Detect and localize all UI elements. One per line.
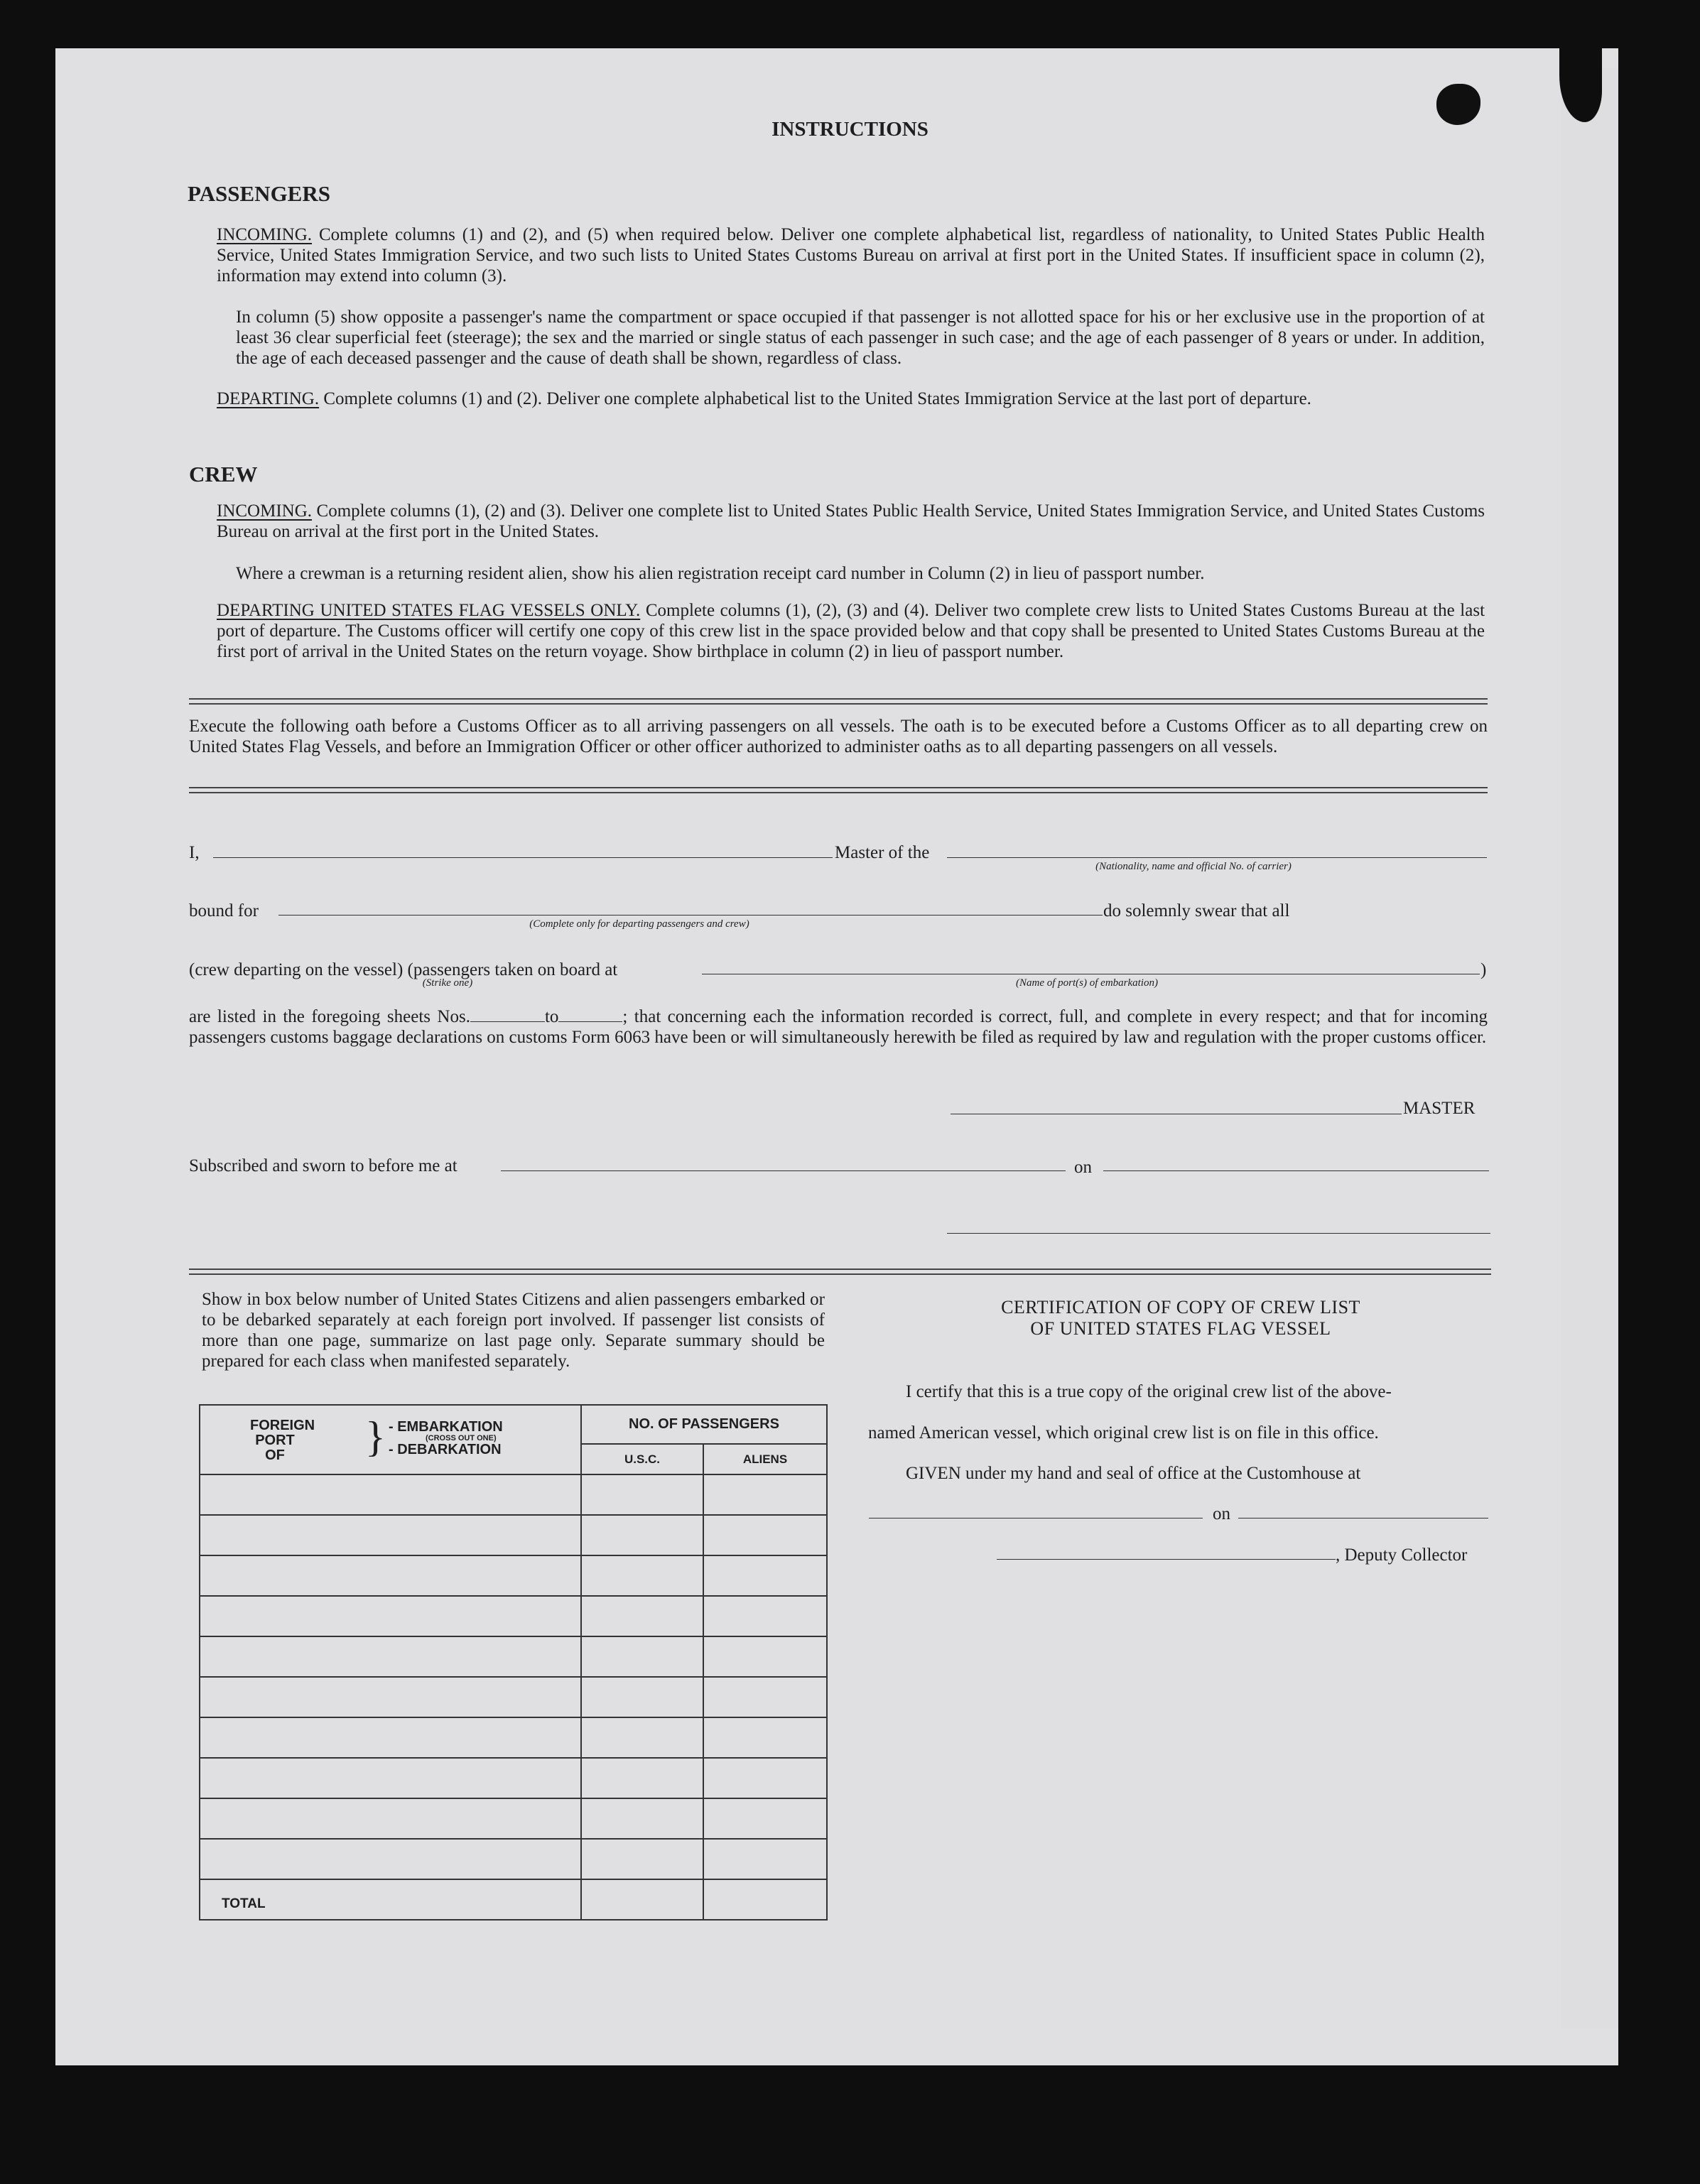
subscribed-on-label: on bbox=[1074, 1158, 1092, 1177]
table-row bbox=[200, 1474, 827, 1515]
table-row bbox=[200, 1839, 827, 1879]
aliens-cell[interactable] bbox=[703, 1555, 827, 1596]
port-cell[interactable] bbox=[200, 1677, 581, 1717]
subscribed-date-field[interactable] bbox=[1103, 1170, 1489, 1171]
port-cell[interactable] bbox=[200, 1636, 581, 1677]
crew-incoming bbox=[217, 501, 1485, 542]
officer-signature-field[interactable] bbox=[947, 1233, 1490, 1234]
certification-heading-1: CERTIFICATION OF COPY OF CREW LIST bbox=[1001, 1297, 1360, 1318]
passengers-incoming bbox=[217, 224, 1485, 286]
certification-on-label: on bbox=[1213, 1504, 1230, 1523]
port-cell[interactable] bbox=[200, 1474, 581, 1515]
crew-departing-text: Complete columns (1), (2), (3) and (4). Deliver two complete crew lists to United States Customs Bureau at the last port of departure. The Customs officer will certify one copy of this crew list in the space provided below and that copy shall be presented to United States Customs Bureau at the first port of arrival in the United States on the return voyage. Show birthplace in column (2) in lieu of passport number. bbox=[217, 601, 1485, 661]
total-label-cell bbox=[200, 1879, 581, 1920]
crew-passengers-label: (crew departing on the vessel) (passengers taken on board at bbox=[189, 960, 618, 979]
col1-foreign: FOREIGN bbox=[250, 1418, 315, 1433]
usc-cell[interactable] bbox=[581, 1717, 703, 1758]
strike-hint: (Strike one) bbox=[422, 977, 473, 989]
subscribed-label: Subscribed and sworn to before me at bbox=[189, 1156, 458, 1175]
usc-cell[interactable] bbox=[581, 1515, 703, 1555]
port-cell[interactable] bbox=[200, 1758, 581, 1798]
total-row bbox=[200, 1879, 827, 1920]
no-passengers-header: NO. OF PASSENGERS bbox=[581, 1405, 827, 1444]
cross-out-hint: (CROSS OUT ONE) bbox=[426, 1434, 497, 1443]
master-of-the-label: Master of the bbox=[835, 843, 930, 862]
crew-resident-text: Where a crewman is a returning resident alien, show his alien registration receipt card number in Column (2) in lieu of passport number. bbox=[236, 564, 1205, 583]
certification-date-field[interactable] bbox=[1238, 1518, 1488, 1519]
port-header-cell bbox=[200, 1405, 581, 1474]
double-rule bbox=[189, 1268, 1491, 1275]
listed-part-a: are listed in the foregoing sheets Nos. bbox=[189, 1007, 470, 1026]
certify-line-1: I certify that this is a true copy of the original crew list of the above- bbox=[906, 1382, 1392, 1401]
certification-heading bbox=[868, 1297, 1493, 1340]
usc-cell[interactable] bbox=[581, 1555, 703, 1596]
bound-for-hint: (Complete only for departing passengers and crew) bbox=[529, 918, 749, 930]
brace-symbol: } bbox=[365, 1413, 386, 1460]
crew-incoming-text: Complete columns (1), (2) and (3). Deliver one complete list to United States Public Health Service, United States Immigration Service, and United States Customs Bureau on arrival at the first port in the United States. bbox=[217, 501, 1485, 541]
oath-i-label: I, bbox=[189, 843, 200, 862]
page-edge bbox=[1561, 68, 1618, 2028]
master-label: MASTER bbox=[1403, 1099, 1476, 1118]
oath-instruction: Execute the following oath before a Customs Officer as to all arriving passengers on all vessels. The oath is to be executed before a Customs Officer as to all departing crew on United States Flag Vessels, and before an Immigration Officer or other officer authorized to administer oaths as to all departing passengers on all vessels. bbox=[189, 717, 1488, 756]
summary-instruction: Show in box below number of United States Citizens and alien passengers embarked or to be debarked separately at each foreign port involved. If passenger list consists of more than one page, summarize on last page only. Separate summary should be prepared for each class when manifested separately. bbox=[202, 1290, 825, 1371]
ports-hint: (Name of port(s) of embarkation) bbox=[1016, 977, 1158, 989]
usc-cell[interactable] bbox=[581, 1798, 703, 1839]
page-title: INSTRUCTIONS bbox=[772, 118, 928, 141]
master-name-field[interactable] bbox=[213, 857, 833, 858]
total-label: TOTAL bbox=[222, 1896, 266, 1911]
carrier-hint: (Nationality, name and official No. of carrier) bbox=[1095, 861, 1292, 872]
aliens-cell[interactable] bbox=[703, 1636, 827, 1677]
table-row bbox=[200, 1636, 827, 1677]
listed-to: to bbox=[544, 1007, 559, 1026]
crew-departing bbox=[217, 600, 1485, 662]
port-cell[interactable] bbox=[200, 1798, 581, 1839]
port-cell[interactable] bbox=[200, 1839, 581, 1879]
passengers-departing bbox=[217, 389, 1485, 409]
aliens-header: ALIENS bbox=[703, 1444, 827, 1474]
carrier-field[interactable] bbox=[947, 857, 1487, 858]
table-row bbox=[200, 1798, 827, 1839]
bound-for-field[interactable] bbox=[278, 915, 1103, 916]
crew-heading: CREW bbox=[189, 462, 258, 487]
aliens-cell[interactable] bbox=[703, 1839, 827, 1879]
usc-header: U.S.C. bbox=[581, 1444, 703, 1474]
table-row bbox=[200, 1677, 827, 1717]
aliens-cell[interactable] bbox=[703, 1758, 827, 1798]
embarkation-label: - EMBARKATION bbox=[389, 1419, 503, 1435]
total-aliens-cell[interactable] bbox=[703, 1879, 827, 1920]
usc-cell[interactable] bbox=[581, 1677, 703, 1717]
double-rule bbox=[189, 787, 1488, 793]
usc-cell[interactable] bbox=[581, 1758, 703, 1798]
aliens-cell[interactable] bbox=[703, 1596, 827, 1636]
passengers-incoming-label: INCOMING. bbox=[217, 225, 313, 244]
sheet-from-field[interactable] bbox=[470, 1007, 545, 1022]
bound-for-label: bound for bbox=[189, 901, 259, 920]
sheet-to-field[interactable] bbox=[558, 1007, 622, 1022]
deputy-collector-label: , Deputy Collector bbox=[1336, 1545, 1468, 1565]
deputy-signature-field[interactable] bbox=[997, 1559, 1336, 1560]
crew-incoming-label: INCOMING. bbox=[217, 501, 313, 521]
port-cell[interactable] bbox=[200, 1555, 581, 1596]
usc-cell[interactable] bbox=[581, 1596, 703, 1636]
col1-port: PORT bbox=[255, 1433, 295, 1448]
aliens-cell[interactable] bbox=[703, 1677, 827, 1717]
table-row bbox=[200, 1515, 827, 1555]
port-cell[interactable] bbox=[200, 1515, 581, 1555]
passengers-heading: PASSENGERS bbox=[188, 181, 330, 206]
usc-cell[interactable] bbox=[581, 1474, 703, 1515]
aliens-cell[interactable] bbox=[703, 1474, 827, 1515]
listed-paragraph bbox=[189, 1006, 1488, 1048]
total-usc-cell[interactable] bbox=[581, 1879, 703, 1920]
certification-heading-2: OF UNITED STATES FLAG VESSEL bbox=[1030, 1318, 1331, 1339]
port-cell[interactable] bbox=[200, 1596, 581, 1636]
given-text: GIVEN under my hand and seal of office at the Customhouse at bbox=[906, 1464, 1361, 1483]
aliens-cell[interactable] bbox=[703, 1717, 827, 1758]
table-row bbox=[200, 1758, 827, 1798]
passengers-incoming-text: Complete columns (1) and (2), and (5) when required below. Deliver one complete alphabetical list, regardless of nationality, to United States Public Health Service, United States Immigration Service, and two such lists to United States Customs Bureau on arrival at first port in the United States. If insufficient space in column (2), information may extend into column (3). bbox=[217, 225, 1485, 286]
col1-of: OF bbox=[265, 1447, 285, 1463]
debarkation-label: - DEBARKATION bbox=[389, 1442, 502, 1457]
close-paren: ) bbox=[1480, 960, 1487, 979]
passengers-column5-text: In column (5) show opposite a passenger's name the compartment or space occupied if that passenger is not allotted space for his or her exclusive use in the proportion of at least 36 clear superficial feet (steerage); the sex and the married or single status of each passenger in such case; and the age of each passenger of 8 years or under. In addition, the age of each deceased passenger and the cause of death shall be shown, regardless of class. bbox=[236, 308, 1485, 368]
table-row bbox=[200, 1717, 827, 1758]
certify-line-2: named American vessel, which original crew list is on file in this office. bbox=[868, 1423, 1379, 1443]
swear-label: do solemnly swear that all bbox=[1103, 901, 1290, 920]
crew-departing-label: DEPARTING UNITED STATES FLAG VESSELS ONLY. bbox=[217, 601, 641, 620]
aliens-cell[interactable] bbox=[703, 1798, 827, 1839]
aliens-cell[interactable] bbox=[703, 1515, 827, 1555]
passengers-departing-text: Complete columns (1) and (2). Deliver one complete alphabetical list to the United States Immigration Service at the last port of departure. bbox=[323, 389, 1311, 408]
subscribed-place-field[interactable] bbox=[501, 1170, 1066, 1171]
port-cell[interactable] bbox=[200, 1717, 581, 1758]
passengers-departing-label: DEPARTING. bbox=[217, 389, 320, 408]
table-row bbox=[200, 1596, 827, 1636]
customhouse-field[interactable] bbox=[869, 1518, 1203, 1519]
listed-part-b: ; that concerning each the information recorded is correct, full, and complete in every respect; and that for incoming passengers customs baggage declarations on customs Form 6063 have been or will simultaneously herewith be filed as required by law and regulation with the proper customs officer. bbox=[189, 1007, 1488, 1047]
double-rule bbox=[189, 698, 1488, 705]
table-row bbox=[200, 1555, 827, 1596]
usc-cell[interactable] bbox=[581, 1636, 703, 1677]
usc-cell[interactable] bbox=[581, 1839, 703, 1879]
passenger-summary-table bbox=[199, 1404, 828, 1920]
